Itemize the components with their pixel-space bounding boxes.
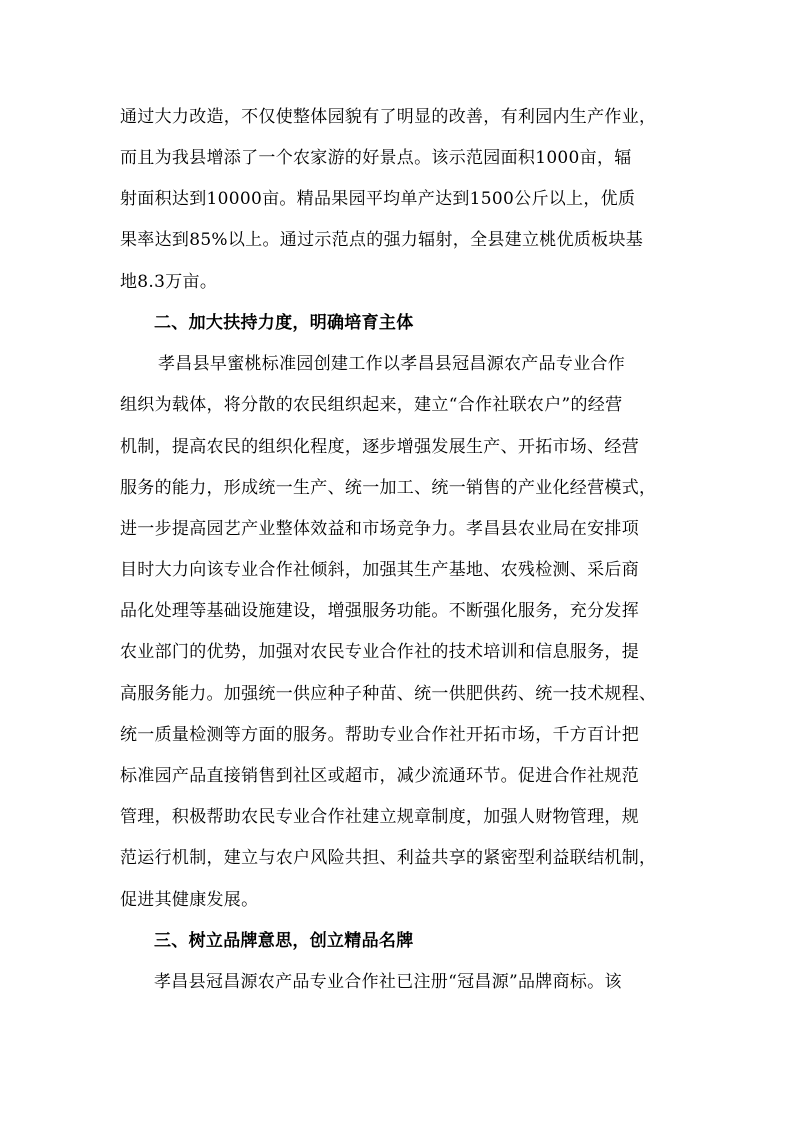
paragraph-line: 而且为我县增添了一个农家游的好景点。该示范园面积1000亩，辐 [120,148,632,168]
paragraph-line: 进一步提高园艺产业整体效益和市场竞争力。孝昌县农业局在安排项 [120,519,639,539]
paragraph-line: 目时大力向该专业合作社倾斜，加强其生产基地、农残检测、采后商 [120,560,639,580]
paragraph-line: 促进其健康发展。 [120,890,259,910]
paragraph-line: 高服务能力。加强统一供应种子种苗、统一供肥供药、统一技术规程、 [120,684,657,704]
paragraph-line: 地8.3万亩。 [120,272,218,292]
paragraph-line: 机制，提高农民的组织化程度，逐步增强发展生产、开拓市场、经营 [120,437,639,457]
paragraph-line: 果率达到85%以上。通过示范点的强力辐射，全县建立桃优质板块基 [120,230,644,250]
section-heading: 二、加大扶持力度，明确培育主体 [154,313,414,333]
paragraph-line: 通过大力改造，不仅使整体园貌有了明显的改善，有利园内生产作业， [120,107,657,127]
paragraph-line: 统一质量检测等方面的服务。帮助专业合作社开拓市场，千方百计把 [120,725,639,745]
section-heading: 三、树立品牌意思，创立精品名牌 [154,931,414,951]
paragraph-line: 射面积达到10000亩。精品果园平均单产达到1500公斤以上，优质 [120,189,636,209]
paragraph-line: 品化处理等基础设施建设，增强服务功能。不断强化服务，充分发挥 [120,601,639,621]
paragraph-line: 管理，积极帮助农民专业合作社建立规章制度，加强人财物管理，规 [120,807,639,827]
paragraph-line: 孝昌县早蜜桃标准园创建工作以孝昌县冠昌源农产品专业合作 [158,354,626,374]
paragraph-line: 孝昌县冠昌源农产品专业合作社已注册“冠昌源”品牌商标。该 [154,972,622,992]
paragraph-line: 范运行机制，建立与农户风险共担、利益共享的紧密型利益联结机制， [120,848,657,868]
paragraph-line: 组织为载体，将分散的农民组织起来，建立“合作社联农户”的经营 [120,395,623,415]
paragraph-line: 标准园产品直接销售到社区或超市，减少流通环节。促进合作社规范 [120,766,639,786]
paragraph-line: 农业部门的优势，加强对农民专业合作社的技术培训和信息服务，提 [120,642,639,662]
paragraph-line: 服务的能力，形成统一生产、统一加工、统一销售的产业化经营模式， [120,478,657,498]
